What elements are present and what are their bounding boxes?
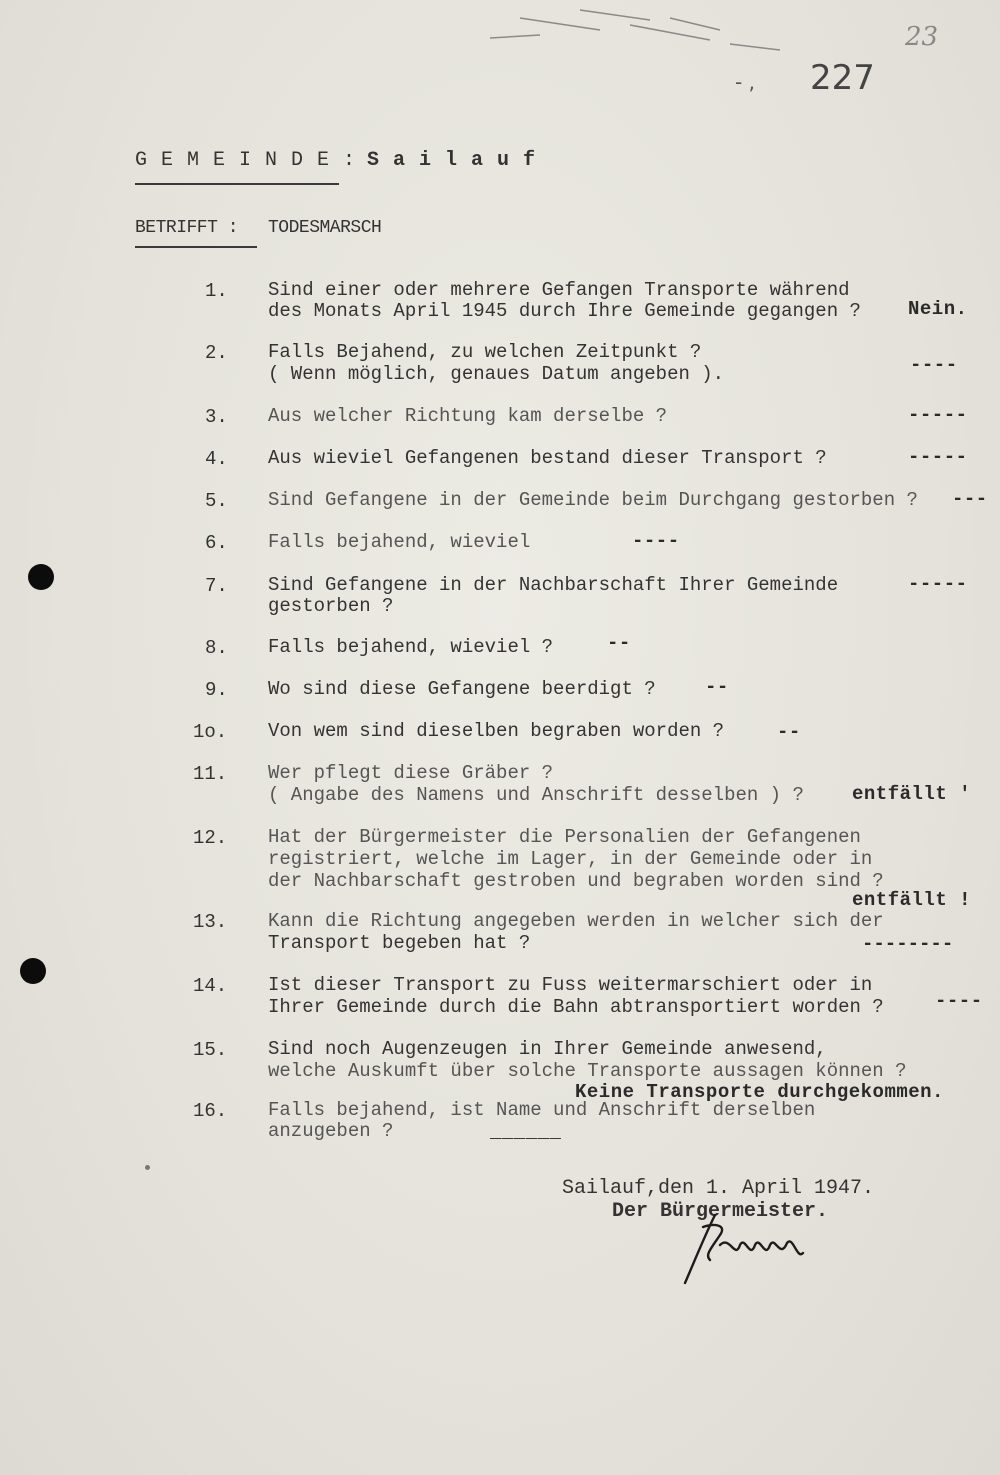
answer: -------- bbox=[862, 933, 954, 955]
question-line: Kann die Richtung angegeben werden in welcher sich der bbox=[268, 910, 884, 932]
punch-hole bbox=[28, 564, 54, 590]
answer: -- bbox=[607, 632, 631, 654]
question-number: 1o. bbox=[193, 721, 228, 743]
scribble-marks bbox=[480, 0, 810, 60]
question-line: Transport begeben hat ? bbox=[268, 932, 531, 954]
betrifft-underline bbox=[135, 246, 257, 248]
betrifft-label: BETRIFFT : bbox=[135, 218, 239, 238]
signature bbox=[675, 1205, 815, 1290]
answer: ---- bbox=[935, 990, 983, 1012]
question-line: welche Auskumft über solche Transporte aussagen können ? bbox=[268, 1060, 907, 1082]
question-line: Ihrer Gemeinde durch die Bahn abtransportiert worden ? bbox=[268, 996, 884, 1018]
question-number: 4. bbox=[205, 448, 228, 470]
question-number: 13. bbox=[193, 911, 228, 933]
question-number: 16. bbox=[193, 1100, 228, 1122]
question-line: Sind Gefangene in der Gemeinde beim Durchgang gestorben ? bbox=[268, 489, 918, 511]
question-line: Aus welcher Richtung kam derselbe ? bbox=[268, 405, 668, 427]
punch-hole bbox=[20, 958, 46, 984]
question-number: 12. bbox=[193, 827, 228, 849]
question-number: 5. bbox=[205, 490, 228, 512]
question-line: Ist dieser Transport zu Fuss weitermarschiert oder in bbox=[268, 974, 873, 996]
mayor-title: Der Bürgermeister. bbox=[612, 1200, 829, 1223]
answer: -- bbox=[705, 676, 729, 698]
question-number: 2. bbox=[205, 342, 228, 364]
answer: entfällt ! bbox=[852, 889, 972, 911]
question-number: 15. bbox=[193, 1039, 228, 1061]
question-number: 9. bbox=[205, 679, 228, 701]
question-line: Falls bejahend, wieviel ? bbox=[268, 636, 554, 658]
question-line: Falls bejahend, wieviel bbox=[268, 531, 531, 553]
question-line: Hat der Bürgermeister die Personalien der Gefangenen bbox=[268, 826, 861, 848]
question-line: registriert, welche im Lager, in der Gemeinde oder in bbox=[268, 848, 873, 870]
answer: entfällt ' bbox=[852, 783, 972, 805]
question-line: Falls bejahend, ist Name und Anschrift derselben bbox=[268, 1099, 816, 1121]
question-number: 6. bbox=[205, 532, 228, 554]
answer: ----- bbox=[908, 404, 968, 426]
gemeinde-label: G E M E I N D E : bbox=[135, 149, 357, 172]
question-line: anzugeben ? bbox=[268, 1120, 394, 1142]
answer: Nein. bbox=[908, 298, 968, 320]
question-line: Sind Gefangene in der Nachbarschaft Ihrer Gemeinde bbox=[268, 574, 839, 596]
question-number: 14. bbox=[193, 975, 228, 997]
question-line: gestorben ? bbox=[268, 595, 394, 617]
question-line: ( Angabe des Namens und Anschrift desselben ) ? bbox=[268, 784, 804, 806]
answer: ----- bbox=[908, 573, 968, 595]
question-line: ( Wenn möglich, genaues Datum angeben ). bbox=[268, 363, 725, 385]
archive-pencil-number: 23 bbox=[905, 22, 939, 52]
answer: Keine Transporte durchgekommen. bbox=[575, 1081, 944, 1103]
ink-speck bbox=[145, 1165, 150, 1170]
place-date: Sailauf,den 1. April 1947. bbox=[562, 1177, 875, 1200]
question-number: 7. bbox=[205, 575, 228, 597]
question-line: Wo sind diese Gefangene beerdigt ? bbox=[268, 678, 656, 700]
answer: ----- bbox=[908, 446, 968, 468]
betrifft-value: TODESMARSCH bbox=[268, 218, 382, 238]
gemeinde-name: S a i l a u f bbox=[367, 149, 537, 172]
question-line: der Nachbarschaft gestroben und begraben worden sind ? bbox=[268, 870, 884, 892]
gemeinde-underline bbox=[135, 183, 339, 185]
question-number: 3. bbox=[205, 406, 228, 428]
answer: ______ bbox=[490, 1121, 562, 1143]
answer: ---- bbox=[910, 354, 958, 376]
question-number: 11. bbox=[193, 763, 228, 785]
stamp-prefix: - , bbox=[735, 70, 755, 94]
archive-stamp-number: 227 bbox=[810, 58, 875, 98]
question-line: Wer pflegt diese Gräber ? bbox=[268, 762, 554, 784]
answer: -- bbox=[777, 721, 801, 743]
question-line: Aus wieviel Gefangenen bestand dieser Transport ? bbox=[268, 447, 827, 469]
question-number: 8. bbox=[205, 637, 228, 659]
question-line: Sind einer oder mehrere Gefangen Transporte während bbox=[268, 279, 850, 301]
answer: ---- bbox=[632, 530, 680, 552]
answer: --- bbox=[952, 488, 988, 510]
question-number: 1. bbox=[205, 280, 228, 302]
question-line: Von wem sind dieselben begraben worden ? bbox=[268, 720, 725, 742]
question-line: Sind noch Augenzeugen in Ihrer Gemeinde anwesend, bbox=[268, 1038, 827, 1060]
question-line: Falls Bejahend, zu welchen Zeitpunkt ? bbox=[268, 341, 702, 363]
question-line: des Monats April 1945 durch Ihre Gemeinde gegangen ? bbox=[268, 300, 861, 322]
